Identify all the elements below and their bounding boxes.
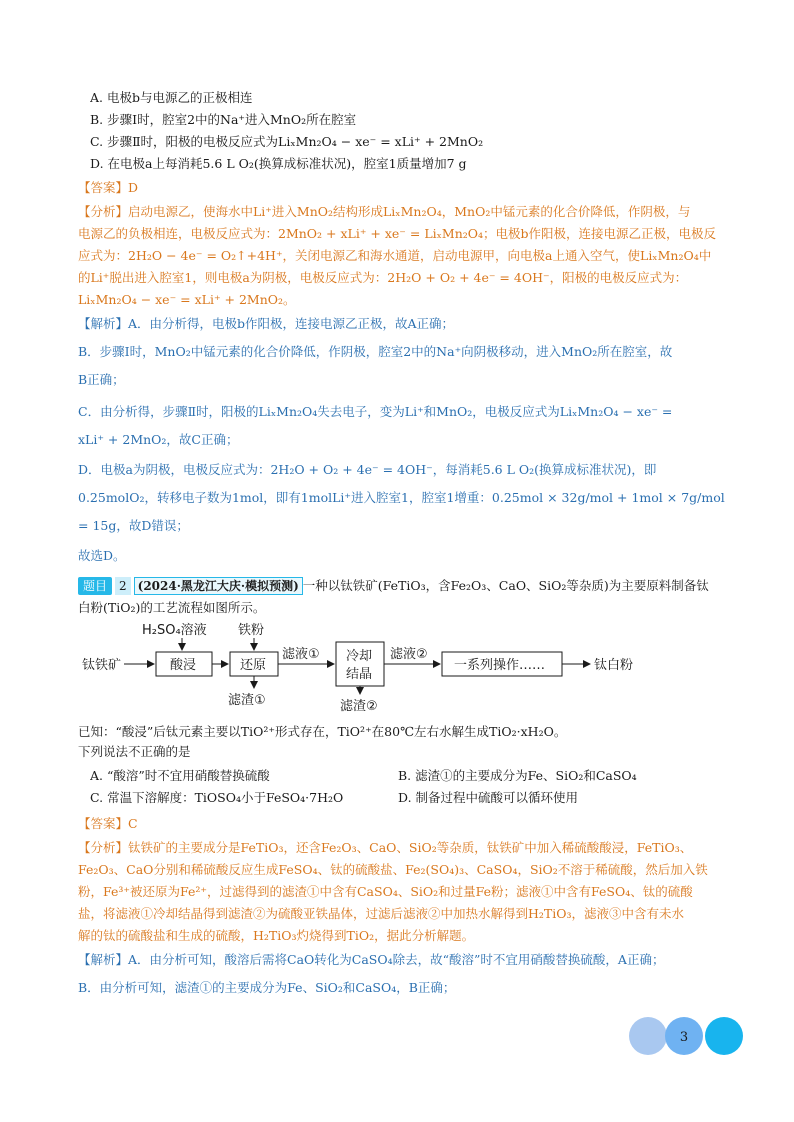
analysis-2-line: 盐，将滤液①冷却结晶得到滤渣②为硫酸亚铁晶体，过滤后滤液②中加热水解得到H₂TiO₃，滤液③中含有未水 — [78, 906, 685, 921]
flow-raw: 钛铁矿 — [82, 658, 122, 673]
solution-1-line: B正确； — [78, 372, 125, 387]
flow-filtrate2: 滤液② — [390, 647, 428, 662]
analysis-2-line: 粉，Fe³⁺被还原为Fe²⁺，过滤得到的滤渣①中含有CaSO₄、SiO₂和过量Fe粉；滤液①中含有FeSO₄、钛的硫酸 — [78, 884, 693, 899]
question-tag: 题目 — [78, 577, 112, 595]
q2-option-b: B. 滤渣①的主要成分为Fe、SiO₂和CaSO₄ — [398, 768, 637, 783]
q2-option-a: A. “酸溶”时不宜用硝酸替换硫酸 — [90, 768, 270, 783]
flow-iron: 铁粉 — [238, 623, 265, 638]
solution-2-line: 【解析】A．由分析可知，酸溶后需将CaO转化为CaSO₄除去，故“酸溶”时不宜用硝酸替换硫酸，A正确； — [78, 952, 665, 967]
question-stem-line-2: 白粉(TiO₂)的工艺流程如图所示。 — [78, 600, 266, 615]
question-number: 2 — [115, 577, 131, 595]
analysis-1-line: 的Li⁺脱出进入腔室1，则电极a为阴极，电极反应式为：2H₂O + O₂ + 4e⁻ = 4OH⁻，阳极的电极反应式为： — [78, 270, 688, 285]
analysis-1-line: 【分析】启动电源乙，使海水中Li⁺进入MnO₂结构形成LiₓMn₂O₄，MnO₂中锰元素的化合价降低，作阴极，与 — [78, 204, 691, 219]
page-number: 3 — [679, 1030, 689, 1045]
flow-step3a: 冷却 — [346, 649, 373, 664]
question-2-header — [78, 576, 738, 597]
option-c: C. 步骤Ⅱ时，阳极的电极反应式为LiₓMn₂O₄ − xe⁻ = xLi⁺ + 2MnO₂ — [90, 134, 484, 149]
flow-step1: 酸浸 — [170, 658, 197, 673]
analysis-2-line: 【分析】钛铁矿的主要成分是FeTiO₃，还含Fe₂O₃、CaO、SiO₂等杂质，钛铁矿中加入稀硫酸酸浸，FeTiO₃、 — [78, 840, 693, 855]
flow-residue1: 滤渣① — [228, 693, 266, 708]
badge-circle-left — [629, 1017, 667, 1055]
solution-1-line: 故选D。 — [78, 548, 126, 563]
flow-residue2: 滤渣② — [340, 699, 378, 714]
solution-1-line: 0.25molO₂，转移电子数为1mol，即有1molLi⁺进入腔室1，腔室1增重：0.25mol × 32g/mol + 1mol × 7g/mol — [78, 490, 725, 505]
flow-acid: H₂SO₄溶液 — [142, 623, 207, 638]
flow-filtrate1: 滤液① — [282, 647, 320, 662]
option-b: B. 步骤Ⅰ时，腔室2中的Na⁺进入MnO₂所在腔室 — [90, 112, 357, 127]
solution-1-line: C．由分析得，步骤Ⅱ时，阳极的LiₓMn₂O₄失去电子，变为Li⁺和MnO₂，电极反应式为LiₓMn₂O₄ − xe⁻ = — [78, 404, 673, 419]
question-ask: 下列说法不正确的是 — [78, 744, 191, 759]
solution-1-line: xLi⁺ + 2MnO₂，故C正确； — [78, 432, 239, 447]
analysis-2-line: Fe₂O₃、CaO分别和稀硫酸反应生成FeSO₄、钛的硫酸盐、Fe₂(SO₄)₃、CaSO₄，SiO₂不溶于稀硫酸，然后加入铁 — [78, 862, 708, 877]
analysis-2-line: 解的钛的硫酸盐和生成的硫酸，H₂TiO₃灼烧得到TiO₂，据此分析解题。 — [78, 928, 475, 943]
flow-step4: 一系列操作…… — [454, 658, 546, 673]
question-stem: 一种以钛铁矿(FeTiO₃，含Fe₂O₃、CaO、SiO₂等杂质)为主要原料制备钛 — [302, 578, 709, 593]
analysis-1-line: 电源乙的负极相连，电极反应式为：2MnO₂ + xLi⁺ + xe⁻ = LiₓMn₂O₄；电极b作阳极，连接电源乙正极，电极反 — [78, 226, 717, 241]
analysis-1-line: LiₓMn₂O₄ − xe⁻ = xLi⁺ + 2MnO₂。 — [78, 292, 296, 307]
analysis-1-line: 应式为：2H₂O − 4e⁻ = O₂↑+4H⁺，关闭电源乙和海水通道，启动电源甲，向电极a上通入空气，使LiₓMn₂O₄中 — [78, 248, 712, 263]
flow-product: 钛白粉 — [594, 658, 634, 673]
solution-1-line: = 15g，故D错误； — [78, 518, 189, 533]
question-source: (2024·黑龙江大庆·模拟预测) — [134, 577, 303, 595]
answer-2: 【答案】C — [78, 816, 138, 831]
q2-option-d: D. 制备过程中硫酸可以循环使用 — [398, 790, 579, 805]
process-flowchart — [78, 620, 698, 716]
known-info: 已知：“酸浸”后钛元素主要以TiO²⁺形式存在，TiO²⁺在80℃左右水解生成TiO₂·xH₂O。 — [78, 724, 567, 739]
option-d: D. 在电极a上每消耗5.6 L O₂(换算成标准状况)，腔室1质量增加7 g — [90, 156, 467, 171]
page-number-badge — [628, 1016, 748, 1056]
flow-step2: 还原 — [240, 658, 267, 673]
solution-2-line: B．由分析可知，滤渣①的主要成分为Fe、SiO₂和CaSO₄，B正确； — [78, 980, 456, 995]
solution-1-line: B．步骤Ⅰ时，MnO₂中锰元素的化合价降低，作阴极，腔室2中的Na⁺向阴极移动，进入MnO₂所在腔室，故 — [78, 344, 673, 359]
solution-1-line: D．电极a为阴极，电极反应式为：2H₂O + O₂ + 4e⁻ = 4OH⁻，每消耗5.6 L O₂(换算成标准状况)，即 — [78, 462, 657, 477]
option-a: A. 电极b与电源乙的正极相连 — [90, 90, 253, 105]
solution-1-line: 【解析】A．由分析得，电极b作阳极，连接电源乙正极，故A正确； — [78, 316, 455, 331]
answer-1: 【答案】D — [78, 180, 139, 195]
badge-circle-right — [705, 1017, 743, 1055]
q2-option-c: C. 常温下溶解度：TiOSO₄小于FeSO₄·7H₂O — [90, 790, 344, 805]
flow-step3b: 结晶 — [346, 667, 373, 682]
